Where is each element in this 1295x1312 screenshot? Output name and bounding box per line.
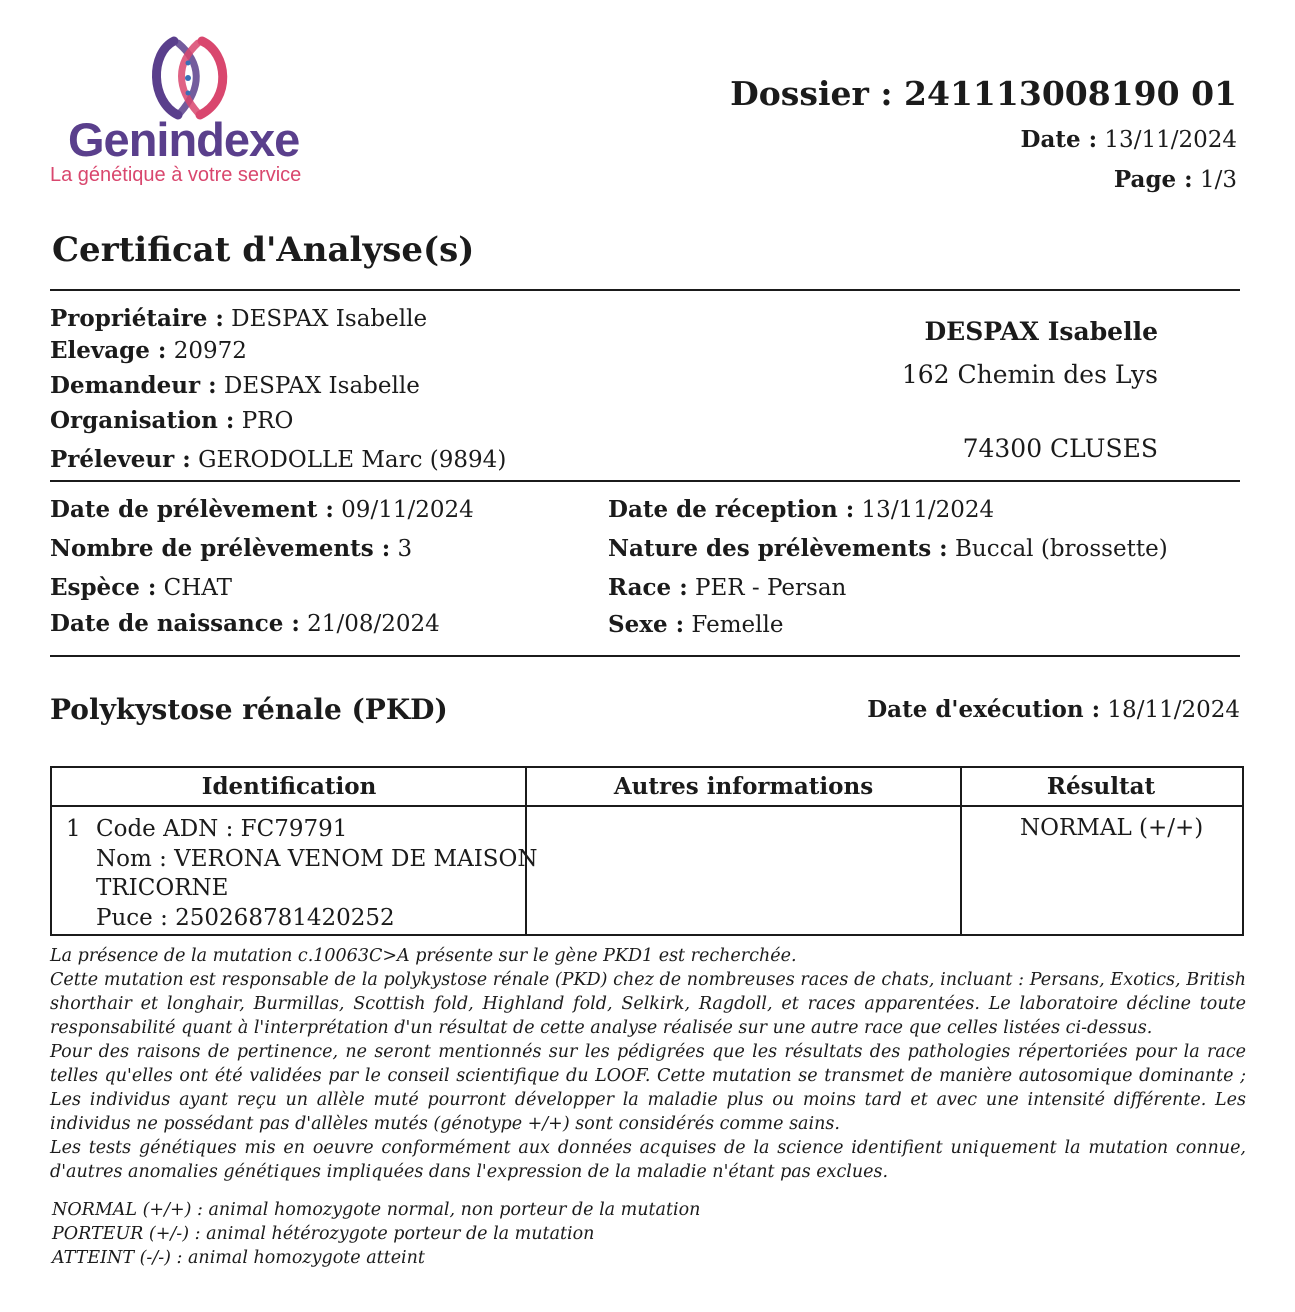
row-nom-line1: Nom : VERONA VENOM DE MAISON (96, 846, 538, 872)
brand-name: Genindexe (68, 113, 300, 166)
results-table (50, 766, 1244, 936)
execution-date-label: Date d'exécution : (867, 696, 1101, 723)
date-prelevement-field (50, 496, 474, 523)
date-prelevement-label: Date de prélèvement : (50, 496, 334, 523)
note-paragraph: La présence de la mutation c.10063C>A présente sur le gène PKD1 est recherchée. (50, 946, 797, 966)
naissance-field (50, 610, 440, 637)
proprietaire-value: DESPAX Isabelle (231, 306, 428, 332)
address-street: 162 Chemin des Lys (901, 360, 1158, 389)
race-value: PER - Persan (695, 575, 847, 601)
nature-label: Nature des prélèvements : (608, 535, 948, 562)
legend-porteur: PORTEUR (+/-) : animal hétérozygote porteur de la mutation (52, 1224, 595, 1244)
note-paragraph: Pour des raisons de pertinence, ne seront mentionnés sur les pédigrées que les résultats des pathologies répertoriées pour la race telles qu'elles ont été validées par le conseil scientifique du LOOF. Cette mutation se transmet de manière autosomique dominante ; Les individus ayant reçu un allèle muté pourront développer la maladie plus ou moins tard et avec une intensité différente. Les individus ne possédant pas d'allèles mutés (génotype +/+) sont considérés comme sains. (50, 1042, 1246, 1134)
nature-field (608, 535, 1168, 562)
race-label: Race : (608, 574, 688, 601)
result-legend (52, 1198, 700, 1270)
divider (50, 655, 1240, 657)
proprietaire-field (50, 305, 427, 332)
divider (50, 480, 1240, 482)
note-paragraph: Les tests génétiques mis en oeuvre conformément aux données acquises de la science identifient uniquement la mutation connue, d'autres anomalies génétiques impliquées dans l'expression de la maladie n'étant pas exclues. (50, 1138, 1246, 1182)
elevage-label: Elevage : (50, 337, 167, 364)
note-paragraph: Cette mutation est responsable de la polykystose rénale (PKD) chez de nombreuses races de chats, incluant : Persans, Exotics, British shorthair et longhair, Burmillas, Scottish fold, Highland fold, Selkirk, Ragdoll, et races apparentées. Le laboratoire décline toute responsabilité quant à l'interprétation d'un résultat de cette analyse réalisée sur une autre race que celles listées ci-dessus. (50, 970, 1246, 1038)
dossier-label: Dossier : (730, 74, 893, 113)
address-name: DESPAX Isabelle (924, 317, 1158, 346)
naissance-value: 21/08/2024 (307, 611, 440, 637)
elevage-field (50, 337, 247, 364)
analysis-notes (50, 944, 1246, 1184)
page-label: Page : (1113, 166, 1193, 193)
legend-atteint: ATTEINT (-/-) : animal homozygote atteint (52, 1248, 425, 1268)
header-autres-informations: Autres informations (613, 773, 874, 800)
espece-value: CHAT (163, 575, 233, 601)
header-resultat: Résultat (1046, 773, 1156, 800)
execution-date-value: 18/11/2024 (1107, 697, 1240, 723)
date-label: Date : (1020, 126, 1098, 153)
address-city: 74300 CLUSES (962, 434, 1158, 463)
genindexe-logo-icon (140, 33, 240, 123)
row-puce: Puce : 250268781420252 (96, 905, 395, 931)
row-index: 1 (66, 816, 81, 842)
demandeur-label: Demandeur : (50, 372, 217, 399)
legend-normal: NORMAL (+/+) : animal homozygote normal, non porteur de la mutation (52, 1200, 701, 1220)
organisation-label: Organisation : (50, 407, 235, 434)
sexe-label: Sexe : (608, 611, 685, 638)
analysis-title: Polykystose rénale (PKD) (50, 693, 448, 726)
nombre-label: Nombre de prélèvements : (50, 535, 391, 562)
date-value: 13/11/2024 (1104, 127, 1237, 153)
table-header-divider (52, 805, 1242, 807)
certificate-title: Certificat d'Analyse(s) (52, 230, 475, 270)
preleveur-value: GERODOLLE Marc (9894) (198, 447, 507, 473)
dossier-number (730, 74, 1237, 113)
date-reception-value: 13/11/2024 (861, 497, 995, 523)
organisation-value: PRO (241, 408, 294, 434)
naissance-label: Date de naissance : (50, 610, 300, 637)
table-column-divider (960, 768, 962, 934)
execution-date (867, 696, 1240, 723)
brand-tagline: La génétique à votre service (50, 164, 302, 186)
row-code-adn: Code ADN : FC79791 (96, 816, 348, 842)
dossier-value: 241113008190 01 (904, 74, 1237, 113)
espece-label: Espèce : (50, 574, 157, 601)
row-resultat: NORMAL (+/+) (1020, 815, 1204, 841)
sexe-value: Femelle (691, 612, 784, 638)
page-number (1114, 166, 1237, 193)
preleveur-field (50, 446, 506, 473)
date-prelevement-value: 09/11/2024 (341, 497, 474, 523)
nature-value: Buccal (brossette) (954, 536, 1168, 562)
elevage-value: 20972 (173, 338, 247, 364)
race-field (608, 574, 846, 601)
sexe-field (608, 611, 783, 638)
organisation-field (50, 407, 293, 434)
header-identification: Identification (201, 773, 377, 800)
date-reception-field (608, 496, 994, 523)
document-date (1021, 126, 1238, 153)
espece-field (50, 574, 232, 601)
demandeur-field (50, 372, 420, 399)
demandeur-value: DESPAX Isabelle (223, 373, 420, 399)
date-reception-label: Date de réception : (608, 496, 855, 523)
row-nom-line2: TRICORNE (96, 875, 229, 901)
nombre-prelevements-field (50, 535, 412, 562)
page-value: 1/3 (1199, 167, 1237, 193)
preleveur-label: Préleveur : (50, 446, 191, 473)
proprietaire-label: Propriétaire : (50, 305, 224, 332)
nombre-value: 3 (397, 536, 413, 562)
divider (50, 289, 1240, 291)
